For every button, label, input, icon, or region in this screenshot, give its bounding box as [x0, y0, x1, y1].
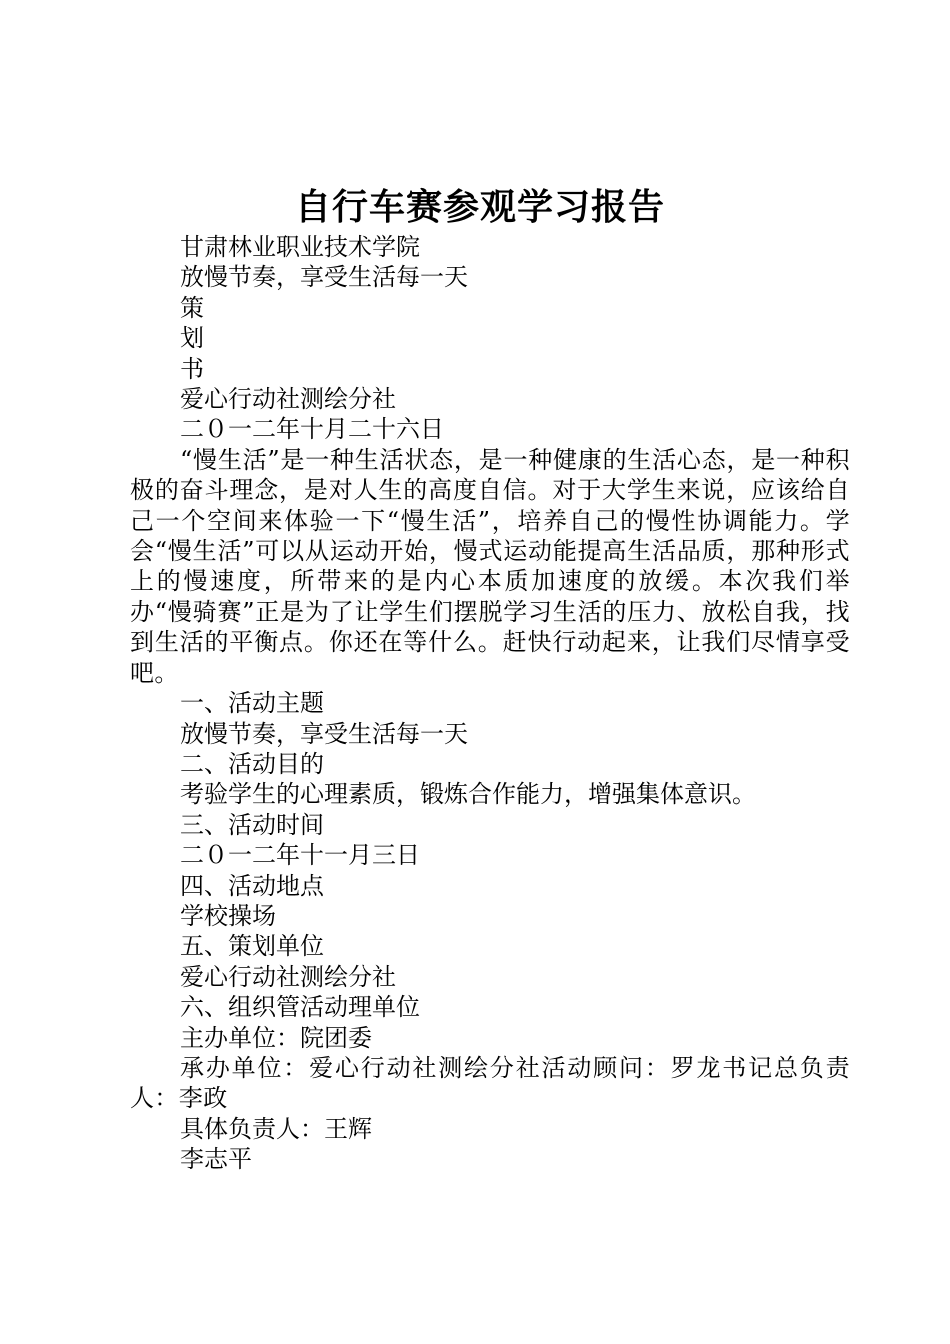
club-name-line: 爱心行动社测绘分社: [180, 385, 396, 414]
purpose-text: 考验学生的心理素质，锻炼合作能力，增强集体意识。: [180, 780, 756, 809]
organizer-heading: 六、组织管活动理单位: [180, 993, 420, 1022]
theme-heading: 一、活动主题: [180, 689, 324, 718]
location-heading: 四、活动地点: [180, 871, 324, 900]
plan-char-1: 策: [180, 293, 204, 322]
school-name-line: 甘肃林业职业技术学院: [180, 233, 420, 261]
intro-paragraph: “慢生活”是一种生活状态，是一种健康的生活心态，是一种积极的奋斗理念，是对人生的高度自信。对于大学生来说，应该给自己一个空间来体验一下“慢生活”，培养自己的慢性协调能力。学会“慢生活”可以从运动开始，慢式运动能提高生活品质，那种形式上的慢速度，所带来的是内心本质加速度的放缓。本次我们举办“慢骑赛”正是为了让学生们摆脱学习生活的压力、放松自我，找到生活的平衡点。你还在等什么。赶快行动起来，让我们尽情享受吧。: [130, 445, 850, 687]
time-text: 二０一二年十一月三日: [180, 841, 420, 870]
specific-lead: 具体负责人：王辉: [180, 1114, 372, 1143]
undertaker-paragraph: 承办单位：爱心行动社测绘分社活动顾问：罗龙书记总负责人：李政: [130, 1053, 850, 1113]
document-title: 自行车赛参观学习报告: [294, 187, 665, 228]
time-heading: 三、活动时间: [180, 810, 324, 839]
host-unit: 主办单位：院团委: [180, 1023, 372, 1052]
last-name-line: 李志平: [180, 1145, 252, 1174]
planner-text: 爱心行动社测绘分社: [180, 962, 396, 991]
plan-char-2: 划: [180, 324, 204, 353]
planner-heading: 五、策划单位: [180, 932, 324, 961]
date-line: 二０一二年十月二十六日: [180, 415, 444, 444]
slogan-line: 放慢节奏，享受生活每一天: [180, 263, 468, 292]
location-text: 学校操场: [180, 901, 276, 930]
theme-text: 放慢节奏，享受生活每一天: [180, 719, 468, 748]
purpose-heading: 二、活动目的: [180, 749, 324, 778]
plan-char-3: 书: [180, 354, 204, 383]
document-body: [130, 232, 850, 1175]
